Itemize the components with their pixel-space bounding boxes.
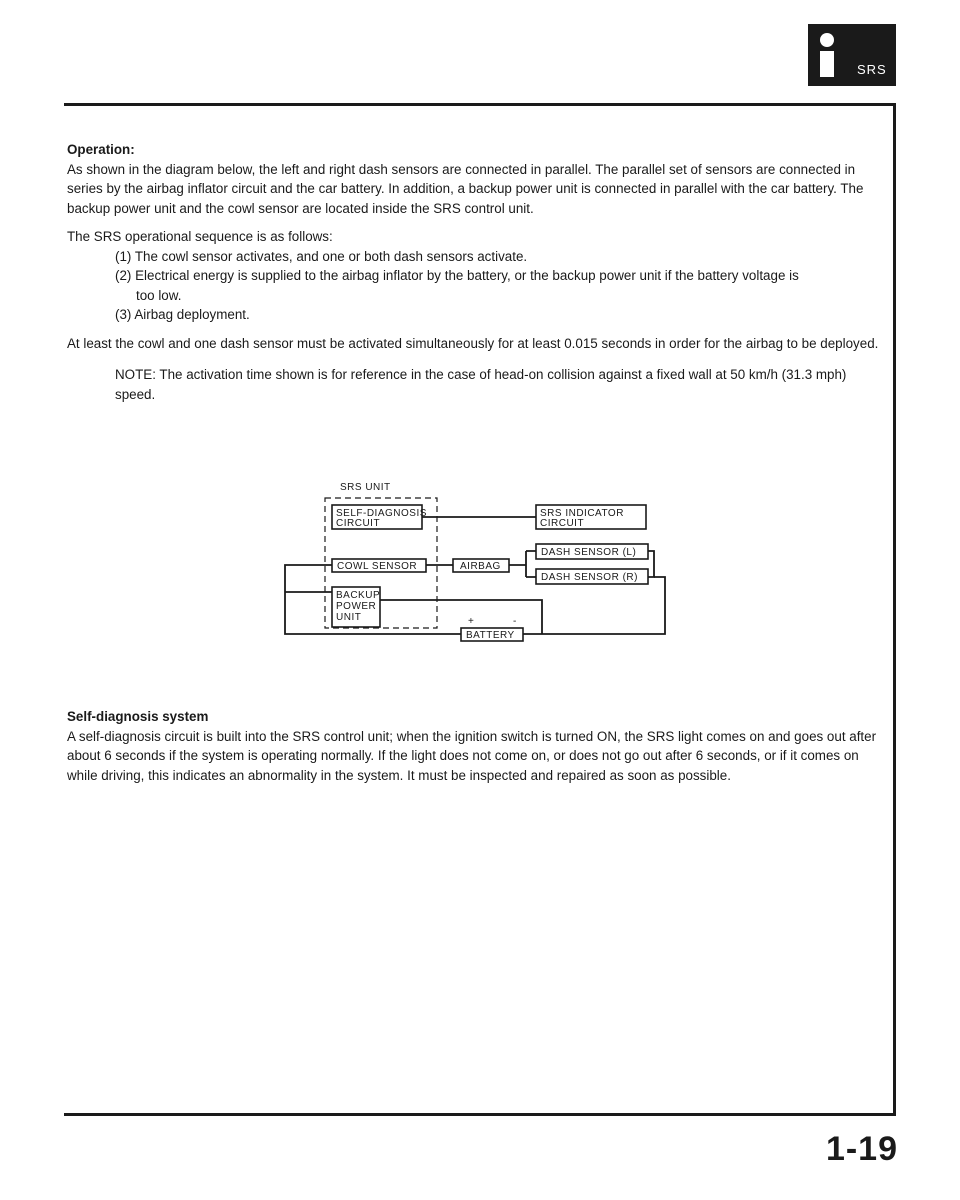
info-icon bbox=[820, 33, 834, 47]
operation-heading: Operation: bbox=[67, 142, 135, 157]
operation-paragraph: As shown in the diagram below, the left and right dash sensors are connected in parallel. The parallel set of sensors are connected in series by the airbag inflator circuit and the car battery. In addition, a backup power unit is connected in parallel with the car battery. The backup power unit and the cowl sensor are located inside the SRS control unit. bbox=[67, 161, 864, 216]
cowl-sensor-label: COWL SENSOR bbox=[337, 561, 418, 572]
wire-dash-to-battery-neg bbox=[523, 577, 665, 634]
battery-plus: + bbox=[468, 616, 475, 627]
backup-label-1: BACKUP bbox=[336, 590, 381, 601]
srs-section-badge bbox=[808, 24, 896, 86]
top-rule bbox=[64, 103, 896, 106]
wire-dash-right-branch bbox=[648, 551, 654, 577]
self-diagnosis-paragraph: A self-diagnosis circuit is built into the SRS control unit; when the ignition switch is turned ON, the SRS light comes on and goes out after about 6 seconds if the system is operating normally. If the light does not come on, or does not go out after 6 seconds, or if it comes on while driving, this indicates an abnormality in the system. It must be inspected and repaired as soon as possible. bbox=[67, 728, 877, 783]
wire-dash-left-branch bbox=[526, 551, 536, 577]
battery-minus: - bbox=[513, 616, 517, 627]
indicator-label-1: SRS INDICATOR bbox=[540, 508, 624, 519]
page-number: 1-19 bbox=[825, 1130, 898, 1168]
self-diagnosis-heading: Self-diagnosis system bbox=[67, 709, 209, 724]
sequence-step-1: (1) The cowl sensor activates, and one or both dash sensors activate. bbox=[115, 248, 528, 264]
airbag-label: AIRBAG bbox=[460, 561, 501, 572]
bottom-rule bbox=[64, 1113, 896, 1116]
dash-left-label: DASH SENSOR (L) bbox=[541, 547, 637, 558]
sequence-step-3: (3) Airbag deployment. bbox=[115, 307, 250, 322]
info-icon-stem bbox=[820, 51, 834, 77]
sequence-step-2: (2) Electrical energy is supplied to the airbag inflator by the battery, or the backup power unit if the battery voltage is bbox=[115, 268, 799, 283]
badge-label: SRS bbox=[857, 62, 887, 77]
battery-label: BATTERY bbox=[466, 630, 515, 641]
backup-label-3: UNIT bbox=[336, 612, 362, 623]
srs-unit-title: SRS UNIT bbox=[340, 482, 391, 493]
operation-section bbox=[67, 140, 882, 404]
right-rule bbox=[893, 103, 896, 1115]
activation-paragraph: At least the cowl and one dash sensor must be activated simultaneously for at least 0.015 seconds in order for the airbag to be deployed. bbox=[67, 335, 879, 351]
srs-circuit-diagram bbox=[280, 470, 680, 660]
indicator-label-2: CIRCUIT bbox=[540, 518, 585, 529]
self-diagnosis-label-1: SELF-DIAGNOSIS bbox=[336, 508, 427, 519]
dash-right-label: DASH SENSOR (R) bbox=[541, 572, 638, 583]
sequence-intro: The SRS operational sequence is as follows: bbox=[67, 229, 333, 244]
sequence-step-2-cont: too low. bbox=[136, 287, 182, 303]
note-paragraph: NOTE: The activation time shown is for reference in the case of head-on collision against a fixed wall at 50 km/h (31.3 mph) speed. bbox=[115, 367, 847, 402]
self-diagnosis-label-2: CIRCUIT bbox=[336, 518, 381, 529]
self-diagnosis-section bbox=[67, 707, 882, 785]
backup-label-2: POWER bbox=[336, 601, 377, 612]
